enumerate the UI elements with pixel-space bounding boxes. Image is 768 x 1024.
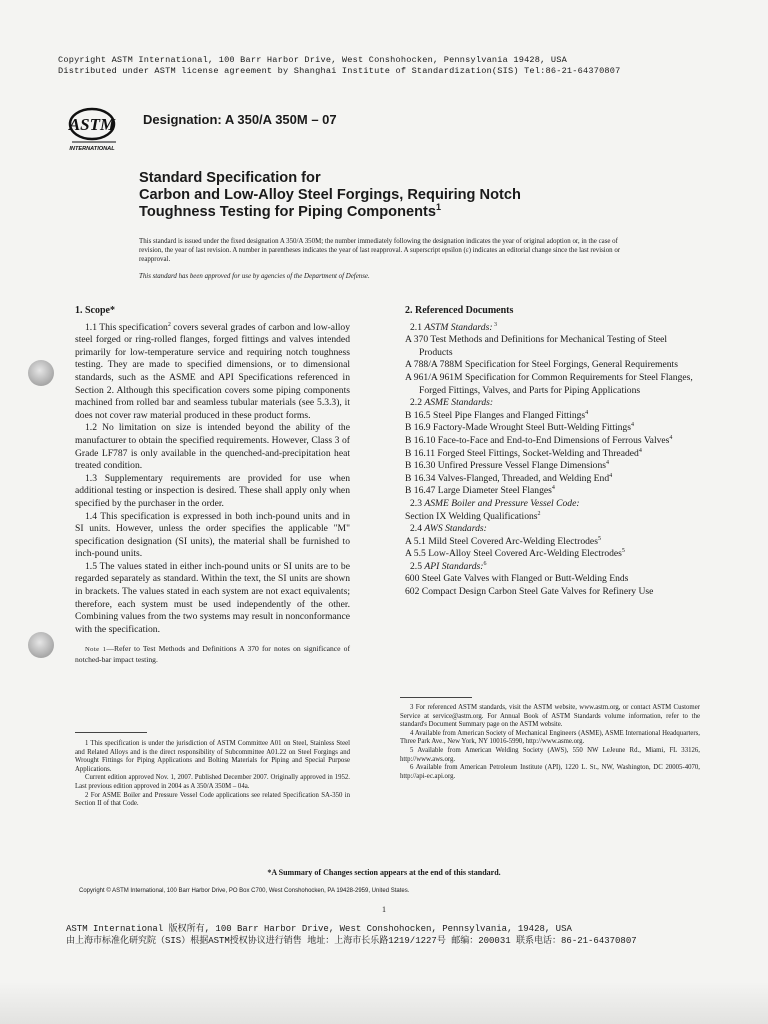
footer-copyright: Copyright © ASTM International, 100 Barr Harbor Drive, PO Box C700, West Conshohocken, PA 19428-2959, United States. xyxy=(79,888,410,894)
note-text: —Refer to Test Methods and Definitions A 370 for notes on significance of notched-bar impact testing. xyxy=(75,644,350,665)
footnote-3: 3 For referenced ASTM standards, visit the ASTM website, www.astm.org, or contact ASTM Customer Service at service@astm.org. For Annual Book of ASTM Standards volume information, refer to the standard's Document Summary page on the ASTM website. xyxy=(400,704,700,729)
scope-para-1-5: 1.5 The values stated in either inch-pound units or SI units are to be regarded separately as standard. Within the text, the SI units are shown in brackets. The values stated in each system are not exact equivalents; therefore, each system must be used independently of the other. Combining values from the two systems may result in nonconformance with the specification. xyxy=(75,560,350,635)
refs-24-title: AWS Standards: xyxy=(424,523,487,535)
refs-22-title: ASME Standards: xyxy=(424,397,494,409)
footnotes-left xyxy=(75,740,350,809)
referenced-documents-section xyxy=(405,305,700,599)
binder-hole-icon xyxy=(28,632,54,658)
scope-para-1-2: 1.2 No limitation on size is intended beyond the ability of the manufacturer to obtain the specified requirements. However, Class 3 of Grade LF787 is only available in the quenched-and-precipitation heat treated condition. xyxy=(75,422,350,472)
ref-asme-b16-5: B 16.5 Steel Pipe Flanges and Flanged Fittings$^4$ xyxy=(405,409,589,421)
page-title xyxy=(139,170,609,221)
ref-api-602: 602 Compact Design Carbon Steel Gate Valves for Refinery Use xyxy=(405,586,654,598)
ref-asme-b16-10: B 16.10 Face-to-Face and End-to-End Dimensions of Ferrous Valves$^4$ xyxy=(405,434,673,446)
refs-23-num: 2.3 xyxy=(410,497,425,509)
ref-asme-b16-47: B 16.47 Large Diameter Steel Flanges$^4$ xyxy=(405,485,555,497)
binder-hole-icon xyxy=(28,360,54,386)
footnote-2: 2 For ASME Boiler and Pressure Vessel Code applications see related Specification SA-350 in Section II of that Code. xyxy=(75,791,350,808)
logo-text: INTERNATIONAL xyxy=(69,146,115,152)
scope-p1-body: covers several grades of carbon and low-alloy steel forged or ring-rolled flanges, forged fittings and valves intended primarily for low-temperature service and requiring notch toughness testing. They are made to specified dimensions, or to dimensional standards, such as the ASME and API Specifications referenced in Section 2. Although this specification covers some piping components machined from rolled bar and seamless tubular materials (see 5.3.3), it does not cover raw material produced in these product forms. xyxy=(75,321,350,421)
scope-para-1-3: 1.3 Supplementary requirements are provided for use when additional testing or inspection is desired. These shall apply only when specified by the purchaser in the order. xyxy=(75,472,350,509)
refs-25-num: 2.5 xyxy=(410,560,425,572)
title-line-1: Standard Specification for xyxy=(139,170,321,186)
header-line-2: Distributed under ASTM license agreement by Shanghai Institute of Standardization(SIS) Tel:86-21-64370807 xyxy=(58,66,621,76)
refs-21-sup: 3 xyxy=(492,321,498,328)
refs-asme-subhead xyxy=(405,397,700,410)
refs-aws-subhead xyxy=(405,523,700,536)
designation: Designation: A 350/A 350M – 07 xyxy=(143,112,337,127)
scope-section xyxy=(75,305,350,665)
footnote-1b: Current edition approved Nov. 1, 2007. Published December 2007. Originally approved in 1952. Last previous edition approved in 2004 as A 350/A 350M – 04a. xyxy=(75,774,350,790)
refs-api-subhead xyxy=(405,561,700,574)
scope-para-1-1 xyxy=(75,322,350,423)
scope-para-1-4: 1.4 This specification is expressed in both inch-pound units and in SI units. However, unless the order specifies the applicable "M" specification designation (SI units), the material shall be furnished to inch-pound units. xyxy=(75,510,350,560)
footnote-6: 6 Available from American Petroleum Institute (API), 1220 L. St., NW, Washington, DC 20005-4070, http://api-ec.api.org. xyxy=(400,764,700,780)
scope-note-1 xyxy=(75,644,350,664)
refs-21-num: 2.1 xyxy=(410,321,425,333)
svg-text:ASTM: ASTM xyxy=(68,115,116,134)
footnote-rule-right xyxy=(400,697,472,698)
title-line-3 xyxy=(139,204,609,221)
ref-asme-b16-9: B 16.9 Factory-Made Wrought Steel Butt-Welding Fittings$^4$ xyxy=(405,422,634,434)
distribution-line-1: ASTM International 版权所有, 100 Barr Harbor Drive, West Conshohocken, Pennsylvania, 19428, USA xyxy=(66,924,572,934)
note-label: Note 1 xyxy=(85,646,107,654)
footnote-5: 5 Available from American Welding Society (AWS), 550 NW LeJeune Rd., Miami, FL 33126, http://www.aws.org. xyxy=(400,746,700,763)
refs-25-title: API Standards: xyxy=(424,560,484,572)
distribution-notice xyxy=(66,924,637,947)
title-line-2: Carbon and Low-Alloy Steel Forgings, Requiring Notch xyxy=(139,187,521,203)
footnote-1: 1 This specification is under the jurisdiction of ASTM Committee A01 on Steel, Stainless Steel and Related Alloys and is the direct responsibility of Subcommittee A01.22 on Steel Forgings and Wrought Fittings for Piping Applications and Bolting Materials for Piping and Special Purpose Applications. xyxy=(75,740,350,773)
ref-aws-a5-1: A 5.1 Mild Steel Covered Arc-Welding Electrodes$^5$ xyxy=(405,535,601,547)
footnotes-right xyxy=(400,704,700,781)
footnote-4: 4 Available from American Society of Mechanical Engineers (ASME), ASME International Headquarters, Three Park Ave., New York, NY 10016-5990, http://www.asme.org. xyxy=(400,729,700,746)
refs-astm-subhead xyxy=(405,322,700,335)
refs-24-num: 2.4 xyxy=(410,523,425,535)
summary-of-changes-note: *A Summary of Changes section appears at the end of this standard. xyxy=(267,868,501,877)
footnote-rule-left xyxy=(75,732,147,733)
scope-heading: 1. Scope* xyxy=(75,305,115,316)
page-number: 1 xyxy=(382,905,386,914)
refs-21-title: ASTM Standards: xyxy=(424,321,493,333)
ref-asme-b16-30: B 16.30 Unfired Pressure Vessel Flange Dimensions$^4$ xyxy=(405,459,610,472)
distribution-line-2: 由上海市标准化研究院（SIS）根据ASTM授权协议进行销售 地址：上海市长乐路1219/1227号 邮编：200031 联系电话：86-21-64370807 xyxy=(66,935,637,946)
ref-astm-a961: A 961/A 961M Specification for Common Requirements for Steel Flanges, Forged Fittings, Valves, and Parts for Piping Applications xyxy=(405,371,693,396)
approval-statement: This standard has been approved for use by agencies of the Department of Defense. xyxy=(139,273,370,280)
title-footnote-mark: 1 xyxy=(436,202,442,213)
header-line-1: Copyright ASTM International, 100 Barr Harbor Drive, West Conshohocken, Pennsylvania 19428, USA xyxy=(58,55,567,65)
refs-heading: 2. Referenced Documents xyxy=(405,305,514,316)
scope-p1-sup: 2 xyxy=(167,321,171,328)
refs-25-sup: 6 xyxy=(483,560,487,567)
ref-api-600: 600 Steel Gate Valves with Flanged or Butt-Welding Ends xyxy=(405,573,629,585)
header-copyright xyxy=(58,55,621,77)
title-line-3-text: Toughness Testing for Piping Components xyxy=(139,204,436,220)
refs-22-num: 2.2 xyxy=(410,397,425,409)
ref-astm-a788: A 788/A 788M Specification for Steel Forgings, General Requirements xyxy=(405,359,678,371)
ref-asme-b16-34: B 16.34 Valves-Flanged, Threaded, and Welding End$^4$ xyxy=(405,472,613,484)
astm-logo-icon xyxy=(62,106,134,158)
scope-p1-lead: 1.1 This specification xyxy=(85,321,168,333)
ref-aws-a5-5: A 5.5 Low-Alloy Steel Covered Arc-Welding Electrodes$^5$ xyxy=(405,548,625,560)
ref-astm-a370: A 370 Test Methods and Definitions for Mechanical Testing of Steel Products xyxy=(405,334,668,358)
issuance-statement: This standard is issued under the fixed designation A 350/A 350M; the number immediately following the designation indicates the year of original adoption or, in the case of revision, the year of last revision. A number in parentheses indicates the year of last reapproval. A superscript epsilon (ε) indicates an editorial change since the last revision or reapproval. xyxy=(139,238,621,263)
scan-shadow xyxy=(0,982,768,1024)
ref-asme-b16-11: B 16.11 Forged Steel Fittings, Socket-Welding and Threaded$^4$ xyxy=(405,447,642,459)
refs-boiler-subhead xyxy=(405,498,700,511)
refs-23-title: ASME Boiler and Pressure Vessel Code: xyxy=(424,497,580,509)
astm-logo xyxy=(62,106,134,158)
ref-section-ix: Section IX Welding Qualifications$^2$ xyxy=(405,510,541,522)
